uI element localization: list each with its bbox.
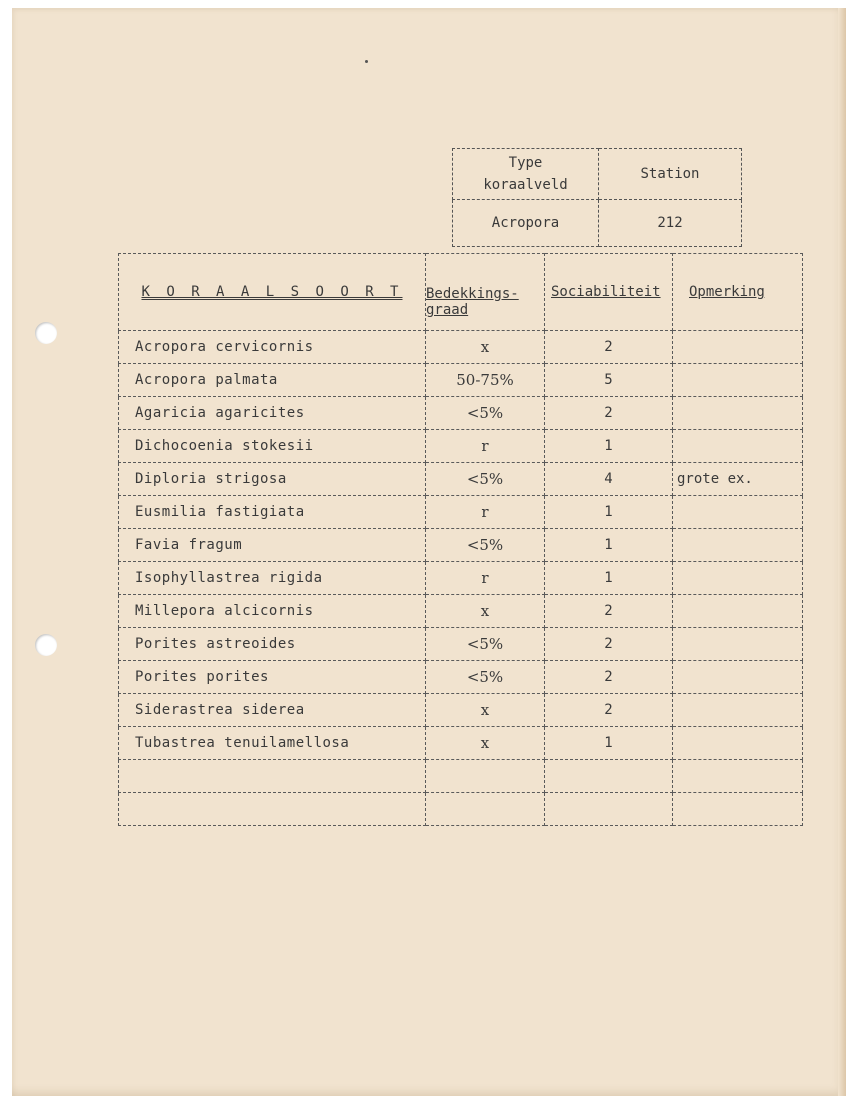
coverage-value: <5% — [426, 628, 545, 661]
blank-cell — [119, 793, 426, 826]
remark-value — [673, 562, 803, 595]
blank-cell — [545, 760, 673, 793]
coverage-value: r — [426, 496, 545, 529]
table-row — [119, 331, 803, 364]
species-name: Eusmilia fastigiata — [119, 496, 426, 529]
table-row — [119, 496, 803, 529]
remark-value — [673, 529, 803, 562]
coverage-value: 50-75% — [426, 364, 545, 397]
species-column-title: K O R A A L S O O R T — [141, 284, 403, 300]
remark-column-header — [673, 254, 803, 331]
sociability-value: 5 — [545, 364, 673, 397]
coverage-value: <5% — [426, 661, 545, 694]
sociability-value: 4 — [545, 463, 673, 496]
sociability-value: 2 — [545, 331, 673, 364]
remark-value: grote ex. — [673, 463, 803, 496]
station-label: Station — [599, 149, 742, 200]
table-header-row — [119, 254, 803, 331]
table-row — [119, 463, 803, 496]
remark-value — [673, 727, 803, 760]
punch-hole-top — [35, 322, 57, 344]
table-row — [119, 595, 803, 628]
table-row — [119, 694, 803, 727]
species-name: Dichocoenia stokesii — [119, 430, 426, 463]
punch-hole-bottom — [35, 634, 57, 656]
species-name: Isophyllastrea rigida — [119, 562, 426, 595]
blank-cell — [426, 760, 545, 793]
coverage-value: x — [426, 331, 545, 364]
remark-value — [673, 397, 803, 430]
coverage-value: x — [426, 595, 545, 628]
station-value: 212 — [599, 200, 742, 247]
remark-value — [673, 331, 803, 364]
coverage-column-header — [426, 254, 545, 331]
blank-row — [119, 793, 803, 826]
species-name: Porites porites — [119, 661, 426, 694]
coral-species-table — [118, 253, 803, 826]
table-body — [119, 331, 803, 826]
species-name: Acropora palmata — [119, 364, 426, 397]
sociability-value: 1 — [545, 727, 673, 760]
sociability-value: 2 — [545, 694, 673, 727]
coverage-value: r — [426, 562, 545, 595]
species-name: Agaricia agaricites — [119, 397, 426, 430]
type-label-line1: Type — [508, 155, 543, 171]
sociability-value: 2 — [545, 661, 673, 694]
blank-cell — [673, 760, 803, 793]
table-row — [119, 364, 803, 397]
type-label-line2: koraalveld — [483, 177, 568, 193]
table-row — [119, 529, 803, 562]
table-row — [119, 397, 803, 430]
remark-value — [673, 364, 803, 397]
sociability-value: 1 — [545, 496, 673, 529]
species-name: Tubastrea tenuilamellosa — [119, 727, 426, 760]
coverage-value: x — [426, 727, 545, 760]
sociability-value: 2 — [545, 628, 673, 661]
coverage-value: <5% — [426, 463, 545, 496]
remark-value — [673, 661, 803, 694]
remark-title: Opmerking — [689, 284, 765, 300]
species-name: Diploria strigosa — [119, 463, 426, 496]
blank-cell — [426, 793, 545, 826]
paper-edge-shadow — [838, 8, 846, 1096]
coverage-value: r — [426, 430, 545, 463]
coverage-value: <5% — [426, 529, 545, 562]
type-value: Acropora — [453, 200, 599, 247]
table-row — [119, 628, 803, 661]
table-row — [119, 562, 803, 595]
remark-value — [673, 430, 803, 463]
sociability-column-header — [545, 254, 673, 331]
sociability-value: 2 — [545, 595, 673, 628]
sociability-title: Sociabiliteit — [551, 284, 661, 300]
remark-value — [673, 694, 803, 727]
sociability-value: 1 — [545, 529, 673, 562]
species-column-header — [119, 254, 426, 331]
coverage-value: <5% — [426, 397, 545, 430]
sociability-value: 1 — [545, 562, 673, 595]
blank-cell — [119, 760, 426, 793]
sociability-value: 1 — [545, 430, 673, 463]
blank-cell — [673, 793, 803, 826]
remark-value — [673, 595, 803, 628]
ink-dot — [365, 60, 368, 63]
type-label-cell — [453, 149, 599, 200]
species-name: Siderastrea siderea — [119, 694, 426, 727]
blank-cell — [545, 793, 673, 826]
species-name: Acropora cervicornis — [119, 331, 426, 364]
table-row — [119, 661, 803, 694]
table-row — [119, 430, 803, 463]
station-header-table — [452, 148, 742, 247]
coverage-value: x — [426, 694, 545, 727]
species-name: Millepora alcicornis — [119, 595, 426, 628]
remark-value — [673, 628, 803, 661]
coverage-title-line1: Bedekkings- — [426, 286, 519, 302]
remark-value — [673, 496, 803, 529]
table-row — [119, 727, 803, 760]
coverage-title-line2: graad — [426, 302, 469, 318]
species-name: Favia fragum — [119, 529, 426, 562]
sociability-value: 2 — [545, 397, 673, 430]
blank-row — [119, 760, 803, 793]
species-name: Porites astreoides — [119, 628, 426, 661]
